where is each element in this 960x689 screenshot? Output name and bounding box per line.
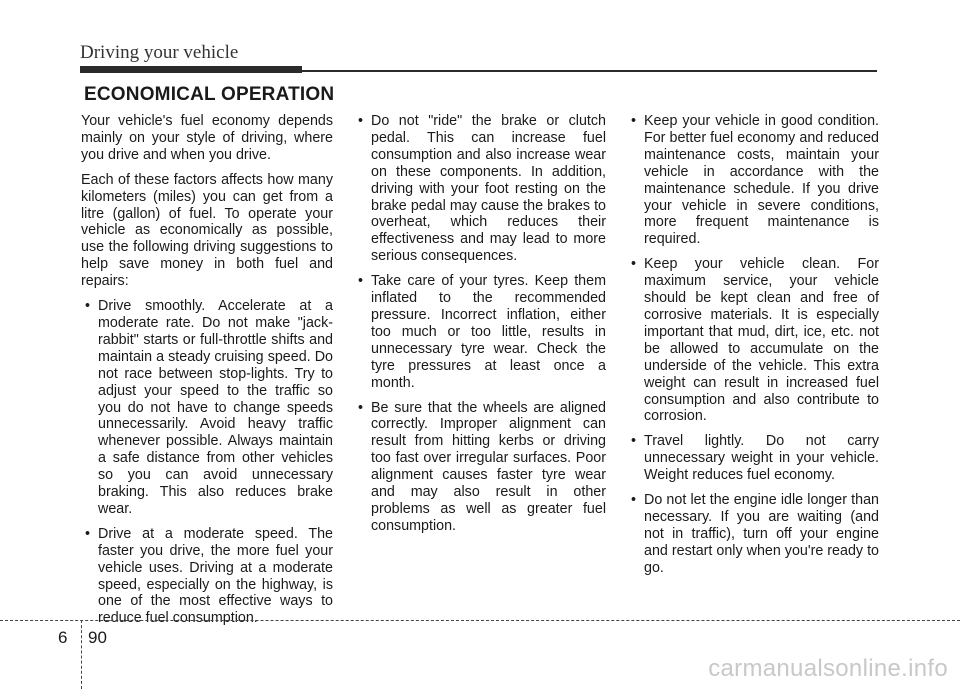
footer-divider <box>81 620 82 689</box>
watermark: carmanualsonline.info <box>708 655 948 682</box>
column-1 <box>81 113 333 635</box>
list-item: • Be sure that the wheels are aligned correctly. Improper alignment can result from hitting kerbs or driving too fast over irregular surfaces. Poor alignment causes faster tyre wear and may also result in other problems as well as greater fuel consumption. <box>354 400 606 535</box>
bullet-list <box>81 298 333 627</box>
list-item: • Do not "ride" the brake or clutch pedal. This can increase fuel consumption and also increase wear on these components. In addition, driving with your foot resting on the brake pedal may cause the brakes to overheat, which reduces their effectiveness and may lead to more serious consequences. <box>354 113 606 265</box>
page-number: 90 <box>88 628 107 647</box>
column-3 <box>627 113 879 585</box>
header-title: Driving your vehicle <box>80 42 239 63</box>
bullet-list <box>354 113 606 535</box>
section-title: ECONOMICAL OPERATION <box>84 84 335 105</box>
list-item: • Do not let the engine idle longer than necessary. If you are waiting (and not in traffic), turn off your engine and restart only when you're ready to go. <box>627 492 879 577</box>
column-2 <box>354 113 606 543</box>
header-rule-thick <box>80 66 302 73</box>
header-rule-thin <box>302 70 877 72</box>
chapter-number: 6 <box>58 628 68 647</box>
list-item: • Travel lightly. Do not carry unnecessary weight in your vehicle. Weight reduces fuel economy. <box>627 433 879 484</box>
paragraph: Your vehicle's fuel economy depends mainly on your style of driving, where you drive and when you drive. <box>81 113 333 163</box>
paragraph: Each of these factors affects how many kilometers (miles) you can get from a litre (gallon) of fuel. To operate your vehicle as economically as possible, use the following driving suggestions to help save money in both fuel and repairs: <box>81 171 333 290</box>
list-item: • Keep your vehicle clean. For maximum service, your vehicle should be kept clean and free of corrosive materials. It is especially important that mud, dirt, ice, etc. not be allowed to accumulate on the underside of the vehicle. This extra weight can result in increased fuel consumption and also contribute to corrosion. <box>627 256 879 425</box>
list-item: • Drive smoothly. Accelerate at a moderate rate. Do not make "jack-rabbit" starts or full-throttle shifts and maintain a steady cruising speed. Do not race between stop-lights. Try to adjust your speed to the traffic so you do not have to change speeds unnecessarily. Avoid heavy traffic whenever possible. Always maintain a safe distance from other vehicles so you can avoid unnecessary braking. This also reduces brake wear. <box>81 298 333 518</box>
list-item: • Drive at a moderate speed. The faster you drive, the more fuel your vehicle uses. Driving at a moderate speed, especially on the highway, is one of the most effective ways to reduce fuel consumption. <box>81 526 333 627</box>
list-item: • Keep your vehicle in good condition. For better fuel economy and reduced maintenance costs, maintain your vehicle in accordance with the maintenance schedule. If you drive your vehicle in severe conditions, more frequent maintenance is required. <box>627 113 879 248</box>
bullet-list <box>627 113 879 577</box>
list-item: • Take care of your tyres. Keep them inflated to the recommended pressure. Incorrect inflation, either too much or too little, results in unnecessary tyre wear. Check the tyre pressures at least once a month. <box>354 273 606 391</box>
footer-rule <box>0 620 960 621</box>
